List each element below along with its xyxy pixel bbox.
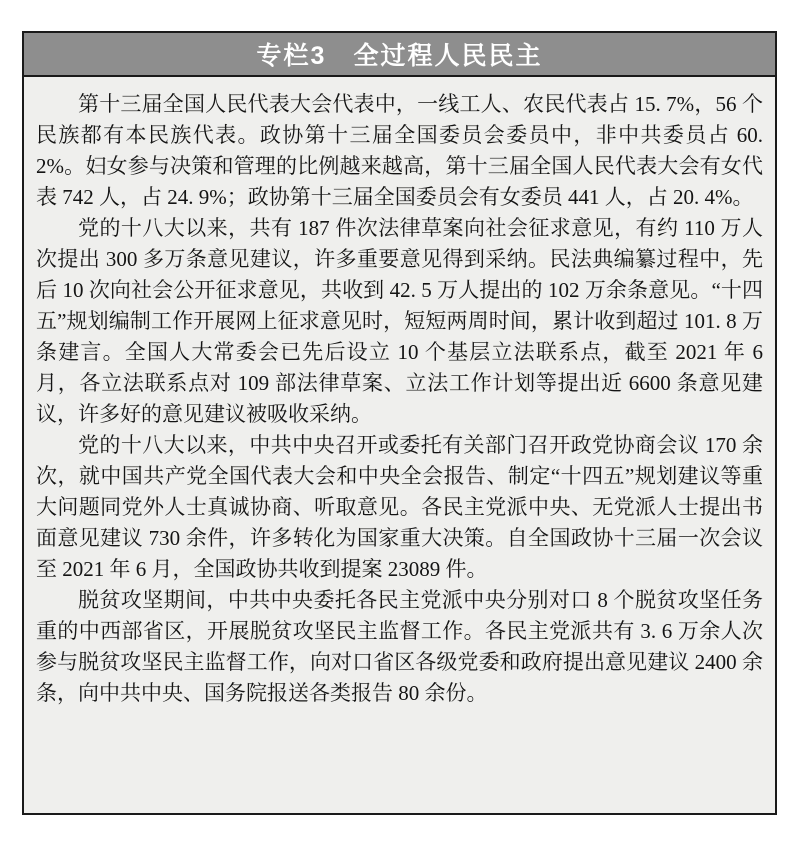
paragraph-npc-representation: 第十三届全国人民代表大会代表中，一线工人、农民代表占 15. 7%，56 个民族都有本民族代表。政协第十三届全国委员会委员中，非中共委员占 60. 2%。妇女参与决策和管理的比例越来越高，第十三届全国人民代表大会有女代表 742 人，占 24. 9%；政协第十三届全国委员会有女委员 441 人，占 20. 4%。: [36, 92, 763, 209]
column-title: 专栏3 全过程人民民主: [256, 42, 543, 70]
column-box: [22, 31, 777, 815]
paragraph-party-consultation: 党的十八大以来，中共中央召开或委托有关部门召开政党协商会议 170 余次，就中国共产党全国代表大会和中央全会报告、制定“十四五”规划建议等重大问题同党外人士真诚协商、听取意见。各民主党派中央、无党派人士提出书面意见建议 730 余件，许多转化为国家重大决策。自全国政协十三届一次会议至 2021 年 6 月，全国政协共收到提案 23089 件。: [36, 433, 763, 581]
column-header: [24, 33, 775, 77]
paragraph-legislation-opinions: 党的十八大以来，共有 187 件次法律草案向社会征求意见，有约 110 万人次提出 300 多万条意见建议，许多重要意见得到采纳。民法典编纂过程中，先后 10 次向社会公开征求意见，共收到 42. 5 万人提出的 102 万余条意见。“十四五”规划编制工作开展网上征求意见时，短短两周时间，累计收到超过 101. 8 万条建言。全国人大常委会已先后设立 10 个基层立法联系点，截至 2021 年 6 月，各立法联系点对 109 部法律草案、立法工作计划等提出近 6600 条意见建议，许多好的意见建议被吸收采纳。: [36, 216, 763, 426]
column-body: [24, 77, 775, 813]
paragraph-poverty-supervision: 脱贫攻坚期间，中共中央委托各民主党派中央分别对口 8 个脱贫攻坚任务重的中西部省区，开展脱贫攻坚民主监督工作。各民主党派共有 3. 6 万余人次参与脱贫攻坚民主监督工作，向对口省区各级党委和政府提出意见建议 2400 余条，向中共中央、国务院报送各类报告 80 余份。: [36, 588, 763, 705]
